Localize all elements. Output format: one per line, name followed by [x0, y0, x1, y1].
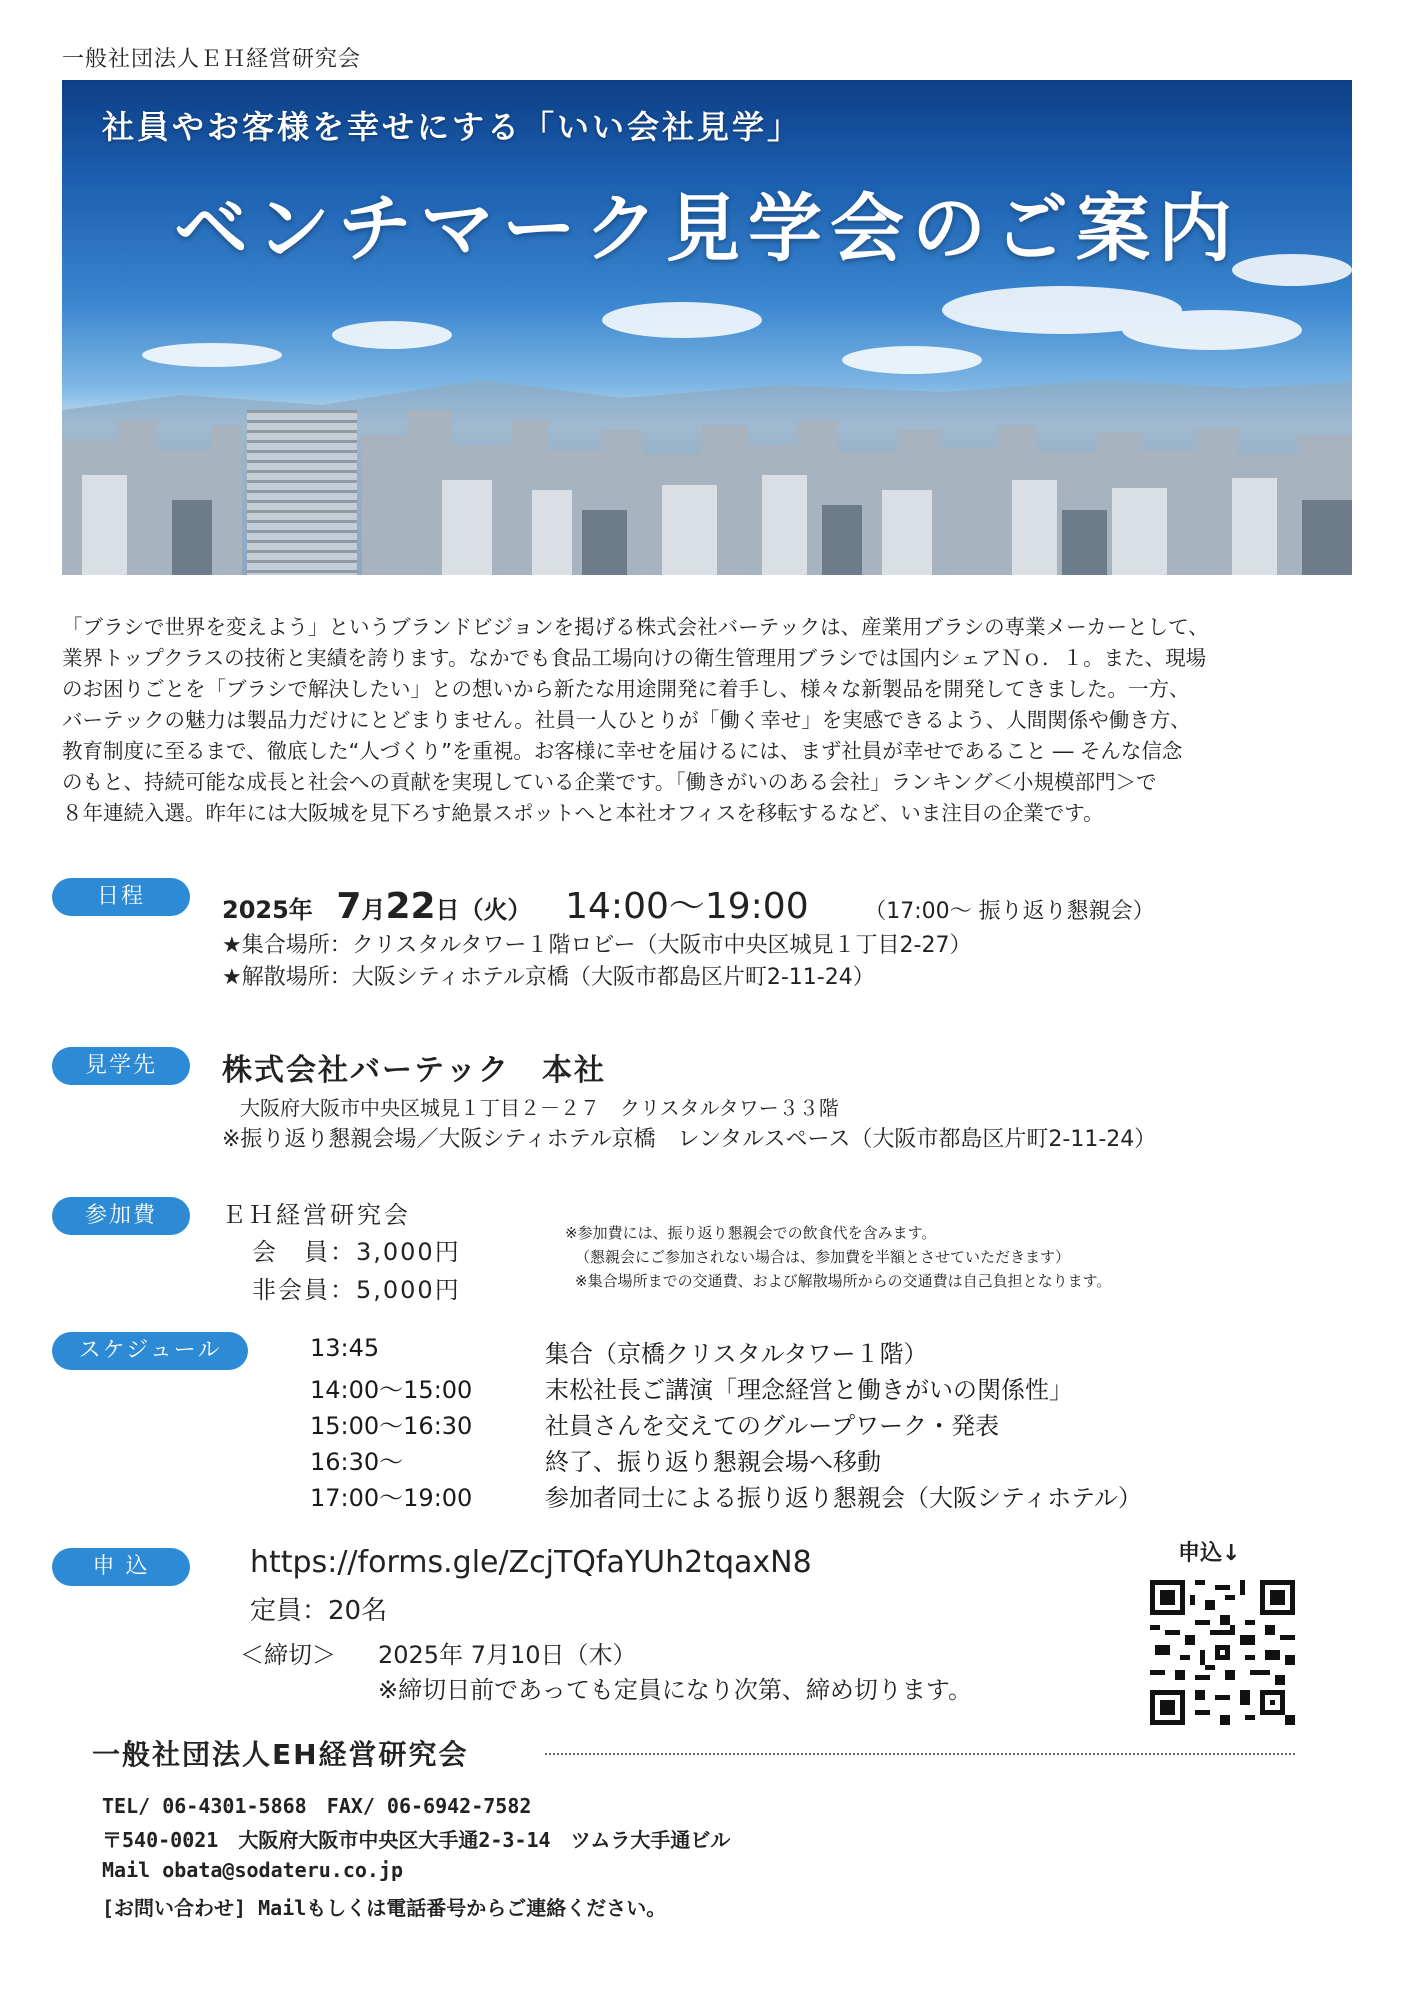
- apply-label: 申 込: [52, 1548, 190, 1586]
- schedule-desc: 集合（京橋クリスタルタワー１階）: [545, 1340, 928, 1368]
- organization-header: 一般社団法人ＥＨ経営研究会: [62, 47, 362, 72]
- schedule-label: スケジュール: [52, 1332, 248, 1370]
- capacity: 定員：20名: [250, 1596, 388, 1626]
- schedule-desc: 社員さんを交えてのグループワーク・発表: [545, 1412, 1000, 1440]
- deadline-note: ※締切日前であっても定員になり次第、締め切ります。: [378, 1676, 972, 1704]
- schedule-time: 14:00〜15:00: [310, 1376, 473, 1404]
- schedule-desc: 末松社長ご講演「理念経営と働きがいの関係性」: [545, 1376, 1073, 1404]
- deadline-date: 2025年 7月10日（木）: [378, 1641, 637, 1669]
- city-skyline-image: [62, 80, 1352, 575]
- venue-address: 大阪府大阪市中央区城見１丁目２－２７ クリスタルタワー３３階: [240, 1096, 839, 1120]
- event-day: 22: [385, 886, 436, 927]
- schedule-time: 17:00〜19:00: [310, 1484, 473, 1512]
- qr-label: 申込↓: [1178, 1541, 1241, 1566]
- event-month: 7: [336, 886, 362, 927]
- footer-inquiry: [お問い合わせ] Mailもしくは電話番号からご連絡ください。: [102, 1896, 667, 1920]
- schedule-desc: 終了、振り返り懇親会場へ移動: [545, 1448, 881, 1476]
- intro-line: 業界トップクラスの技術と実績を誇ります。なかでも食品工場向けの衛生管理用ブラシでは国内シェアＮｏ．１。また、現場: [62, 646, 1207, 670]
- fee-non-member: 非会員：5,000円: [252, 1276, 461, 1304]
- event-time-note: （17:00〜 振り返り懇親会）: [864, 899, 1155, 924]
- hero-title: ベンチマーク見学会のご案内: [174, 186, 1240, 272]
- footer-address: 〒540-0021 大阪府大阪市中央区大手通2-3-14 ツムラ大手通ビル: [102, 1828, 731, 1852]
- event-time: 14:00〜19:00: [565, 886, 809, 927]
- venue-company: 株式会社バーテック 本社: [222, 1053, 606, 1088]
- meeting-place: ★集合場所：クリスタルタワー１階ロビー（大阪市中央区城見１丁目2-27）: [222, 933, 972, 958]
- schedule-desc: 参加者同士による振り返り懇親会（大阪シティホテル）: [545, 1484, 1142, 1512]
- fee-organizer: ＥＨ経営研究会: [222, 1201, 411, 1229]
- hero-subtitle: 社員やお客様を幸せにする「いい会社見学」: [102, 108, 803, 146]
- intro-line: のお困りごとを「ブラシで解決したい」との想いから新たな用途開発に着手し、様々な新製品を開発してきました。一方、: [62, 677, 1190, 701]
- deadline-label: ＜締切＞: [240, 1641, 336, 1669]
- event-date: [222, 878, 1155, 929]
- after-party-venue: ※振り返り懇親会場／大阪シティホテル京橋 レンタルスペース（大阪市都島区片町2-11-24）: [222, 1127, 1157, 1152]
- intro-paragraph: [62, 612, 1362, 829]
- fee-label: 参加費: [52, 1197, 190, 1235]
- qr-code[interactable]: [1150, 1580, 1295, 1725]
- hero-banner: [62, 80, 1352, 575]
- dispersal-place: ★解散場所：大阪シティホテル京橋（大阪市都島区片町2-11-24）: [222, 965, 875, 990]
- schedule-time: 15:00〜16:30: [310, 1412, 473, 1440]
- event-month-unit: 月: [361, 896, 386, 924]
- footer-mail[interactable]: Mail obata@sodateru.co.jp: [102, 1858, 404, 1882]
- fee-note: （懇親会にご参加されない場合は、参加費を半額とさせていただきます）: [575, 1248, 1071, 1266]
- intro-line: 教育制度に至るまで、徹底した“人づくり”を重視。お客様に幸せを届けるには、まず社員が幸せであること ― そんな信念: [62, 739, 1183, 763]
- intro-line: のもと、持続可能な成長と社会への貢献を実現している企業です。「働きがいのある会社」ランキング＜小規模部門＞で: [62, 770, 1157, 794]
- intro-line: バーテックの魅力は製品力だけにとどまりません。社員一人ひとりが「働く幸せ」を実感できるよう、人間関係や働き方、: [62, 708, 1191, 732]
- footer-divider: [545, 1753, 1295, 1755]
- fee-note: ※集合場所までの交通費、および解散場所からの交通費は自己負担となります。: [575, 1272, 1112, 1290]
- apply-form-link[interactable]: https://forms.gle/ZcjTQfaYUh2tqaxN8: [250, 1545, 812, 1580]
- schedule-time: 16:30〜: [310, 1448, 404, 1476]
- footer-tel-fax: TEL/ 06-4301-5868 FAX/ 06-6942-7582: [102, 1794, 532, 1818]
- schedule-time: 13:45: [310, 1334, 380, 1362]
- fee-note: ※参加費には、振り返り懇親会での飲食代を含みます。: [565, 1224, 937, 1242]
- event-day-unit: 日: [435, 896, 460, 924]
- venue-label: 見学先: [52, 1047, 190, 1085]
- event-year: 2025年: [222, 896, 313, 924]
- event-weekday: （火）: [459, 896, 532, 924]
- intro-line: ８年連続入選。昨年には大阪城を見下ろす絶景スポットへと本社オフィスを移転するなど、いま注目の企業です。: [62, 801, 1104, 825]
- intro-line: 「ブラシで世界を変えよう」というブランドビジョンを掲げる株式会社バーテックは、産業用ブラシの専業メーカーとして、: [62, 615, 1209, 639]
- fee-member: 会 員：3,000円: [252, 1238, 461, 1266]
- footer-organization: 一般社団法人EH経営研究会: [92, 1738, 469, 1771]
- date-label: 日程: [52, 878, 190, 916]
